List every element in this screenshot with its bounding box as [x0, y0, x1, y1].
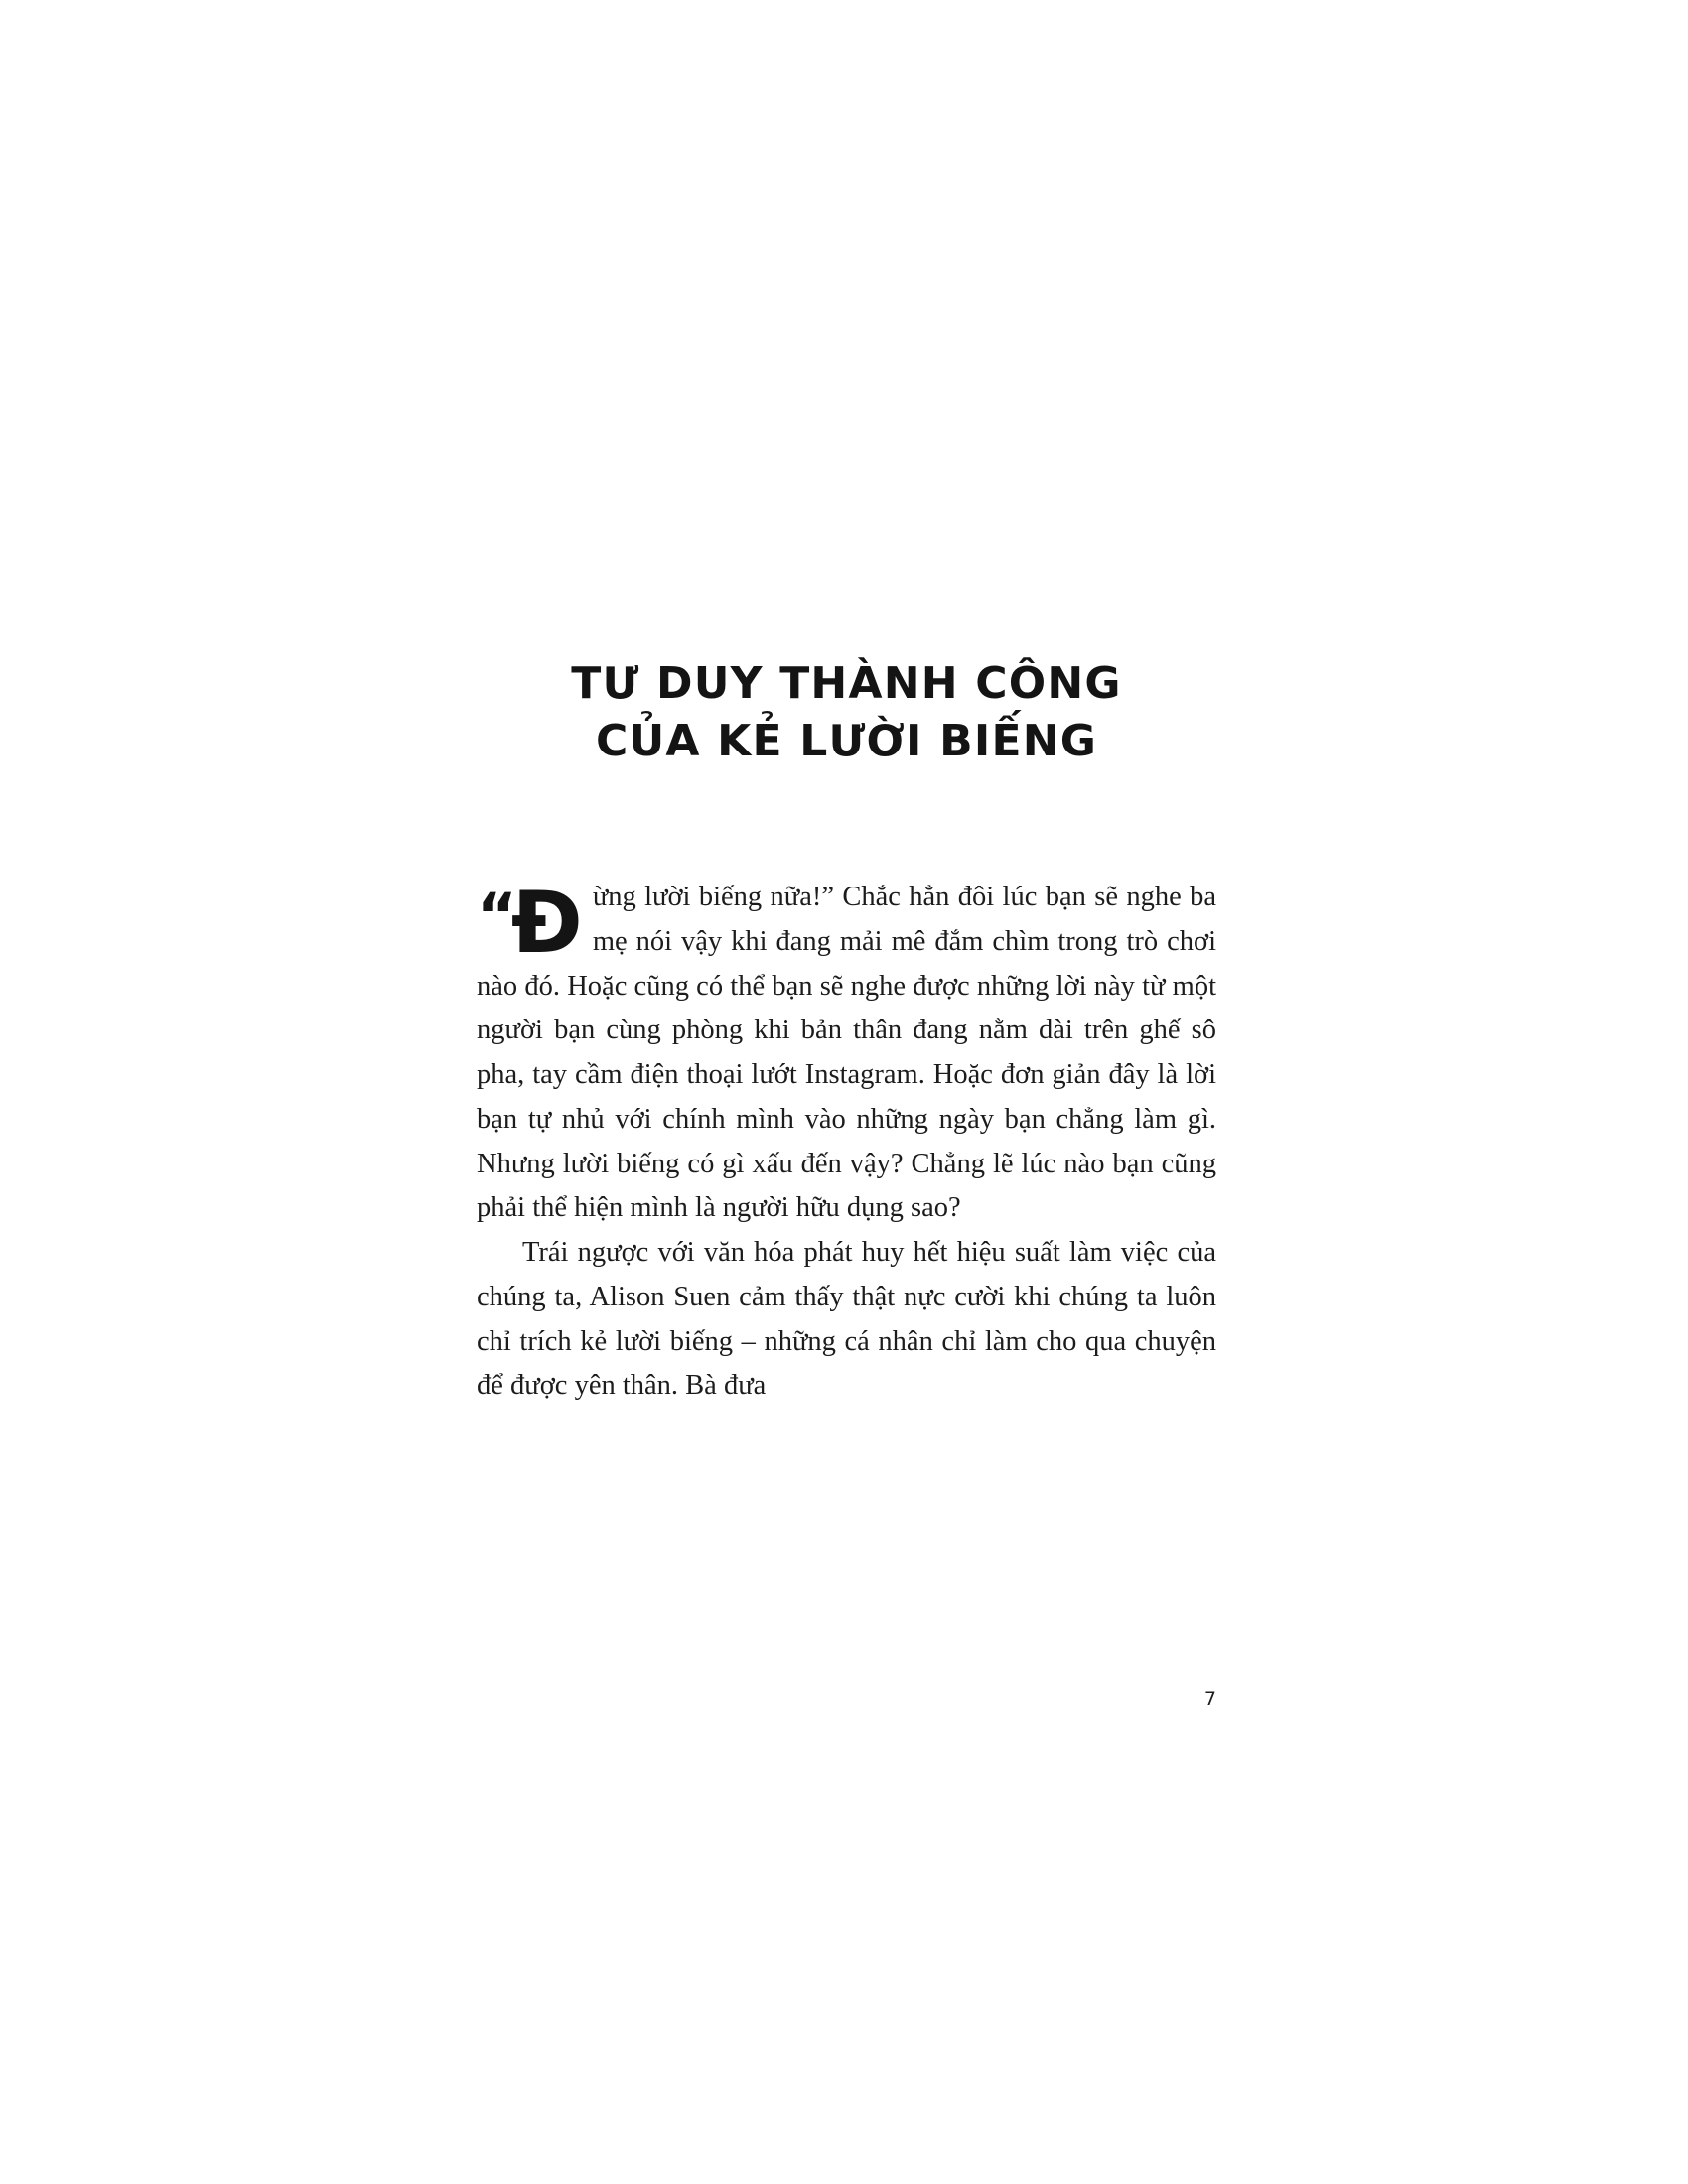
chapter-title — [477, 655, 1216, 770]
opening-paragraph — [477, 876, 1216, 1231]
chapter-title-line-2: CỦA KẺ LƯỜI BIẾNG — [595, 716, 1098, 767]
paragraph-1-text: Chắc hẳn đôi lúc bạn sẽ nghe ba mẹ nói vậy khi đang mải mê đắm chìm trong trò chơi nào đó. Hoặc cũng có thể bạn sẽ nghe được những lời này từ một người bạn cùng phòng khi bản thân đang nằm dài trên ghế sô pha, tay cầm điện thoại lướt Instagram. Hoặc đơn giản đây là lời bạn tự nhủ với chính mình vào những ngày bạn chẳng làm gì. Nhưng lười biếng có gì xấu đến vậy? Chẳng lẽ lúc nào bạn cũng phải thể hiện mình là người hữu dụng sao? — [477, 882, 1216, 1224]
page-content — [477, 655, 1216, 1409]
body-text — [477, 876, 1216, 1409]
opening-line-remainder: ừng lười biếng nữa!” — [592, 882, 834, 913]
drop-cap-letter: Đ — [510, 874, 583, 974]
page-number: 7 — [1203, 1688, 1216, 1709]
open-quote-mark: “ — [477, 880, 513, 953]
drop-cap-group — [477, 874, 585, 974]
chapter-title-line-1: TƯ DUY THÀNH CÔNG — [571, 658, 1122, 709]
paragraph-2: Trái ngược với văn hóa phát huy hết hiệu suất làm việc của chúng ta, Alison Suen cảm thấy thật nực cười khi chúng ta luôn chỉ trích kẻ lười biếng – những cá nhân chỉ làm cho qua chuyện để được yên thân. Bà đưa — [477, 1237, 1216, 1402]
